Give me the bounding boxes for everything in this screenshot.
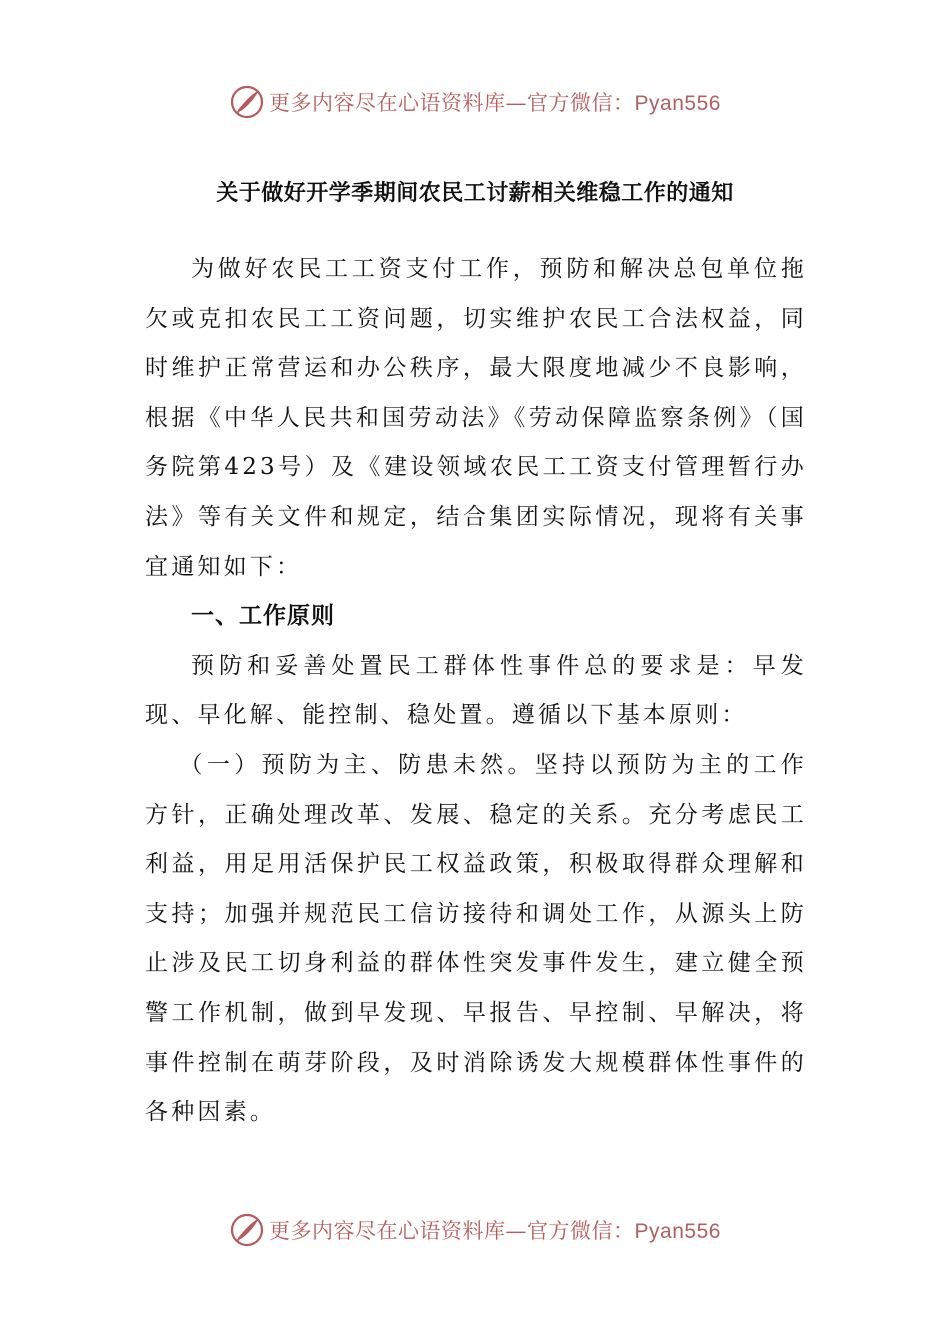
document-title: 关于做好开学季期间农民工讨薪相关维稳工作的通知 [216,181,734,206]
watermark-text: 更多内容尽在心语资料库—官方微信：Pyan556 [269,1219,721,1243]
watermark-banner-bottom [0,1208,950,1252]
intro-paragraph: 为做好农民工工资支付工作，预防和解决总包单位拖欠或克扣农民工工资问题，切实维护农民工合法权益，同时维护正常营运和办公秩序，最大限度地减少不良影响，根据《中华人民共和国劳动法》《劳动保障监察条例》（国务院第423号）及《建设领域农民工工资支付管理暂行办法》等有关文件和规定，结合集团实际情况，现将有关事宜通知如下： [145,256,807,580]
section-heading-1: 一、工作原则 [191,603,335,630]
watermark-text: 更多内容尽在心语资料库—官方微信：Pyan556 [269,91,721,115]
wechat-id: Pyan556 [634,1220,721,1243]
feather-pen-logo-icon [229,1212,265,1248]
section-1-paragraph: 预防和妥善处置民工群体性事件总的要求是：早发现、早化解、能控制、稳处置。遵循以下基本原则： [145,652,807,729]
watermark-banner-top [0,80,950,124]
document-body [145,245,807,1138]
feather-pen-logo-icon [229,84,265,120]
wechat-id: Pyan556 [634,92,721,115]
item-1-paragraph: （一）预防为主、防患未然。坚持以预防为主的工作方针，正确处理改革、发展、稳定的关系。充分考虑民工利益，用足用活保护民工权益政策，积极取得群众理解和支持；加强并规范民工信访接待和调处工作，从源头上防止涉及民工切身利益的群体性突发事件发生，建立健全预警工作机制，做到早发现、早报告、早控制、早解决，将事件控制在萌芽阶段，及时消除诱发大规模群体性事件的各种因素。 [145,751,807,1126]
